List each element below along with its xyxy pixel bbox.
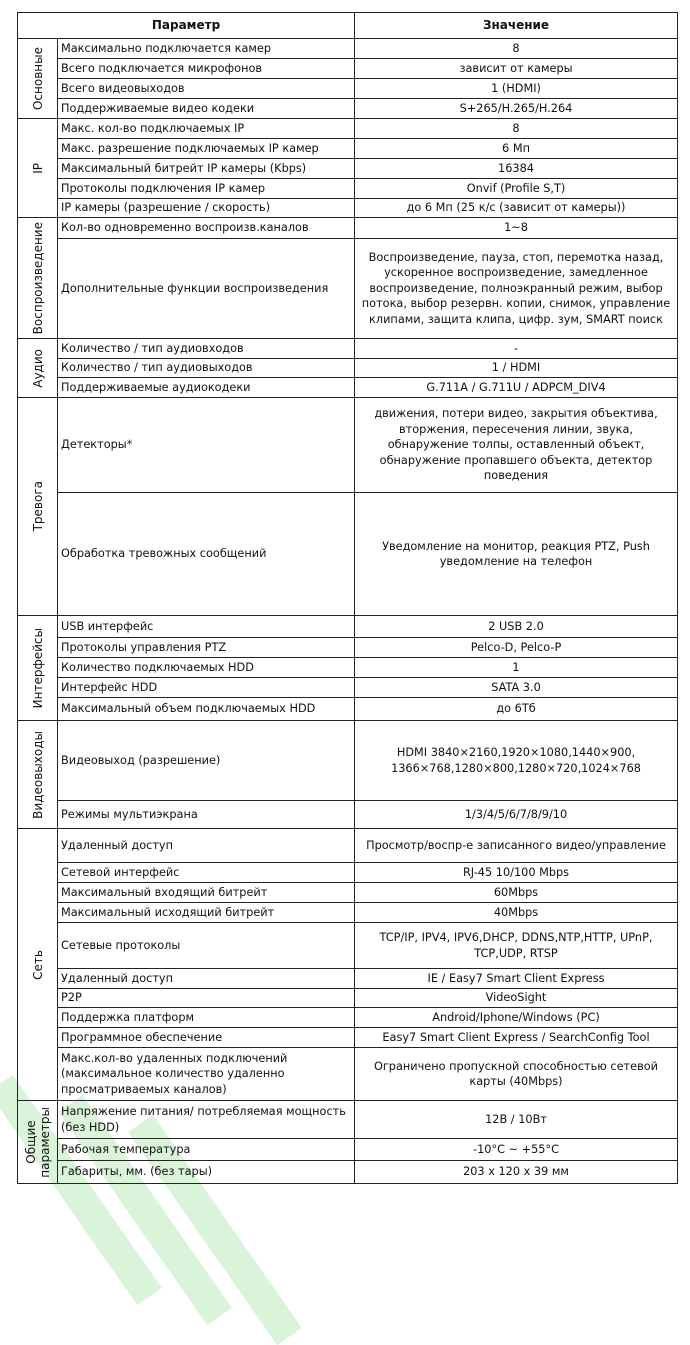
value-cell: до 6 Мп (25 к/с (зависит от камеры)) <box>355 199 678 218</box>
param-cell: Количество подключаемых HDD <box>58 658 355 678</box>
param-cell: Максимальный объем подключаемых HDD <box>58 698 355 721</box>
param-cell: Максимальный исходящий битрейт <box>58 903 355 923</box>
table-row <box>18 801 678 829</box>
value-cell: зависит от камеры <box>355 59 678 79</box>
table-row <box>18 398 678 493</box>
param-cell: Режимы мультиэкрана <box>58 801 355 829</box>
section-cell <box>18 339 58 398</box>
spec-table <box>17 12 678 1184</box>
param-cell: Напряжение питания/ потребляемая мощность (без HDD) <box>58 1101 355 1139</box>
header-row <box>18 13 678 39</box>
value-cell: Просмотр/воспр-е записанного видео/управление <box>355 829 678 863</box>
section-cell <box>18 218 58 339</box>
param-cell: Максимальный битрейт IP камеры (Kbps) <box>58 159 355 179</box>
param-cell: Рабочая температура <box>58 1139 355 1161</box>
table-row <box>18 59 678 79</box>
value-cell: SATA 3.0 <box>355 678 678 698</box>
table-row <box>18 239 678 339</box>
table-row <box>18 79 678 99</box>
table-row <box>18 493 678 616</box>
param-cell: USB интерфейс <box>58 616 355 638</box>
section-cell <box>18 1101 58 1184</box>
value-cell: 16384 <box>355 159 678 179</box>
section-label: Общие параметры <box>23 1106 52 1178</box>
param-cell: IP камеры (разрешение / скорость) <box>58 199 355 218</box>
table-row <box>18 923 678 969</box>
param-cell: Обработка тревожных сообщений <box>58 493 355 616</box>
table-row <box>18 989 678 1008</box>
value-cell: Onvif (Profile S,T) <box>355 179 678 199</box>
table-row <box>18 1048 678 1101</box>
table-row <box>18 903 678 923</box>
table-row <box>18 1139 678 1161</box>
value-cell: IE / Easy7 Smart Client Express <box>355 969 678 989</box>
value-cell: 8 <box>355 119 678 139</box>
value-cell: до 6Тб <box>355 698 678 721</box>
value-cell: RJ-45 10/100 Mbps <box>355 863 678 883</box>
section-cell <box>18 119 58 218</box>
param-cell: Количество / тип аудиовыходов <box>58 359 355 378</box>
param-cell: Макс.кол-во удаленных подключений (максимальное количество удаленно просматриваемых каналов) <box>58 1048 355 1101</box>
value-cell: Easy7 Smart Client Express / SearchConfig Tool <box>355 1028 678 1048</box>
param-cell: Дополнительные функции воспроизведения <box>58 239 355 339</box>
table-row <box>18 139 678 159</box>
param-cell: Максимально подключается камер <box>58 39 355 59</box>
table-row <box>18 658 678 678</box>
section-label: Основные <box>30 46 45 110</box>
value-cell: TCP/IP, IPV4, IPV6,DHCP, DDNS,NTP,HTTP, UPnP, TCP,UDP, RTSP <box>355 923 678 969</box>
value-cell: 12В / 10Вт <box>355 1101 678 1139</box>
table-row <box>18 829 678 863</box>
param-cell: Макс. кол-во подключаемых IP <box>58 119 355 139</box>
value-cell: 1 (HDMI) <box>355 79 678 99</box>
value-cell: VideoSight <box>355 989 678 1008</box>
value-cell: 8 <box>355 39 678 59</box>
section-label: Аудио <box>30 348 45 388</box>
param-cell: Удаленный доступ <box>58 969 355 989</box>
value-cell: Воспроизведение, пауза, стоп, перемотка назад, ускоренное воспроизведение, замедленное воспроизведение, полноэкранный режим, выбор потока, выбор резервн. копии, снимок, управление клипами, защита клипа, цифр. зум, SMART поиск <box>355 239 678 339</box>
param-cell: Габариты, мм. (без тары) <box>58 1161 355 1184</box>
table-row <box>18 721 678 801</box>
value-cell: Android/Iphone/Windows (PC) <box>355 1008 678 1028</box>
value-cell: - <box>355 339 678 359</box>
value-cell: S+265/H.265/H.264 <box>355 99 678 119</box>
value-cell: 1 / HDMI <box>355 359 678 378</box>
section-label: Интерфейсы <box>30 627 45 709</box>
value-cell: 40Mbps <box>355 903 678 923</box>
value-cell: 60Mbps <box>355 883 678 903</box>
value-cell: движения, потери видео, закрытия объектива, вторжения, пересечения линии, звука, обнаружение толпы, оставленный объект, обнаружение пропавшего объекта, детектор поведения <box>355 398 678 493</box>
value-cell: 1 <box>355 658 678 678</box>
value-cell: 1/3/4/5/6/7/8/9/10 <box>355 801 678 829</box>
param-cell: P2P <box>58 989 355 1008</box>
param-cell: Видеовыход (разрешение) <box>58 721 355 801</box>
param-cell: Поддержка платформ <box>58 1008 355 1028</box>
param-cell: Количество / тип аудиовходов <box>58 339 355 359</box>
table-row <box>18 359 678 378</box>
table-row <box>18 378 678 398</box>
param-cell: Сетевые протоколы <box>58 923 355 969</box>
section-label: Тревога <box>30 481 45 532</box>
table-row <box>18 119 678 139</box>
value-cell: HDMI 3840×2160,1920×1080,1440×900, 1366×768,1280×800,1280×720,1024×768 <box>355 721 678 801</box>
table-row <box>18 1161 678 1184</box>
value-cell: -10°C ~ +55°C <box>355 1139 678 1161</box>
table-row <box>18 339 678 359</box>
table-row <box>18 616 678 638</box>
param-cell: Сетевой интерфейс <box>58 863 355 883</box>
table-row <box>18 698 678 721</box>
table-row <box>18 218 678 239</box>
section-cell <box>18 721 58 829</box>
param-cell: Детекторы* <box>58 398 355 493</box>
param-cell: Протоколы управления PTZ <box>58 638 355 658</box>
table-row <box>18 39 678 59</box>
param-cell: Поддерживаемые видео кодеки <box>58 99 355 119</box>
section-cell <box>18 616 58 721</box>
table-row <box>18 99 678 119</box>
param-cell: Интерфейс HDD <box>58 678 355 698</box>
section-cell <box>18 39 58 119</box>
value-cell: 203 x 120 x 39 мм <box>355 1161 678 1184</box>
value-cell: 2 USB 2.0 <box>355 616 678 638</box>
table-row <box>18 883 678 903</box>
section-cell <box>18 829 58 1101</box>
table-row <box>18 638 678 658</box>
value-cell: Pelco-D, Pelco-P <box>355 638 678 658</box>
value-cell: 1~8 <box>355 218 678 239</box>
section-label: Воспроизведение <box>30 221 45 335</box>
param-cell: Удаленный доступ <box>58 829 355 863</box>
param-cell: Всего подключается микрофонов <box>58 59 355 79</box>
value-cell: Ограничено пропускной способностью сетевой карты (40Mbps) <box>355 1048 678 1101</box>
param-cell: Максимальный входящий битрейт <box>58 883 355 903</box>
table-row <box>18 1028 678 1048</box>
param-cell: Кол-во одновременно воспроизв.каналов <box>58 218 355 239</box>
table-row <box>18 863 678 883</box>
table-row <box>18 199 678 218</box>
param-cell: Макс. разрешение подключаемых IP камер <box>58 139 355 159</box>
section-label: Видеовыходы <box>30 730 45 819</box>
table-row <box>18 1101 678 1139</box>
table-row <box>18 1008 678 1028</box>
section-label: Сеть <box>30 949 45 980</box>
table-row <box>18 159 678 179</box>
value-cell: G.711A / G.711U / ADPCM_DIV4 <box>355 378 678 398</box>
section-label: IP <box>30 162 45 174</box>
header-param: Параметр <box>18 13 355 39</box>
table-row <box>18 179 678 199</box>
value-cell: Уведомление на монитор, реакция PTZ, Push уведомление на телефон <box>355 493 678 616</box>
value-cell: 6 Мп <box>355 139 678 159</box>
param-cell: Всего видеовыходов <box>58 79 355 99</box>
param-cell: Поддерживаемые аудиокодеки <box>58 378 355 398</box>
section-cell <box>18 398 58 616</box>
param-cell: Протоколы подключения IP камер <box>58 179 355 199</box>
table-row <box>18 678 678 698</box>
header-value: Значение <box>355 13 678 39</box>
param-cell: Программное обеспечение <box>58 1028 355 1048</box>
table-row <box>18 969 678 989</box>
spec-table-body <box>18 39 678 1184</box>
